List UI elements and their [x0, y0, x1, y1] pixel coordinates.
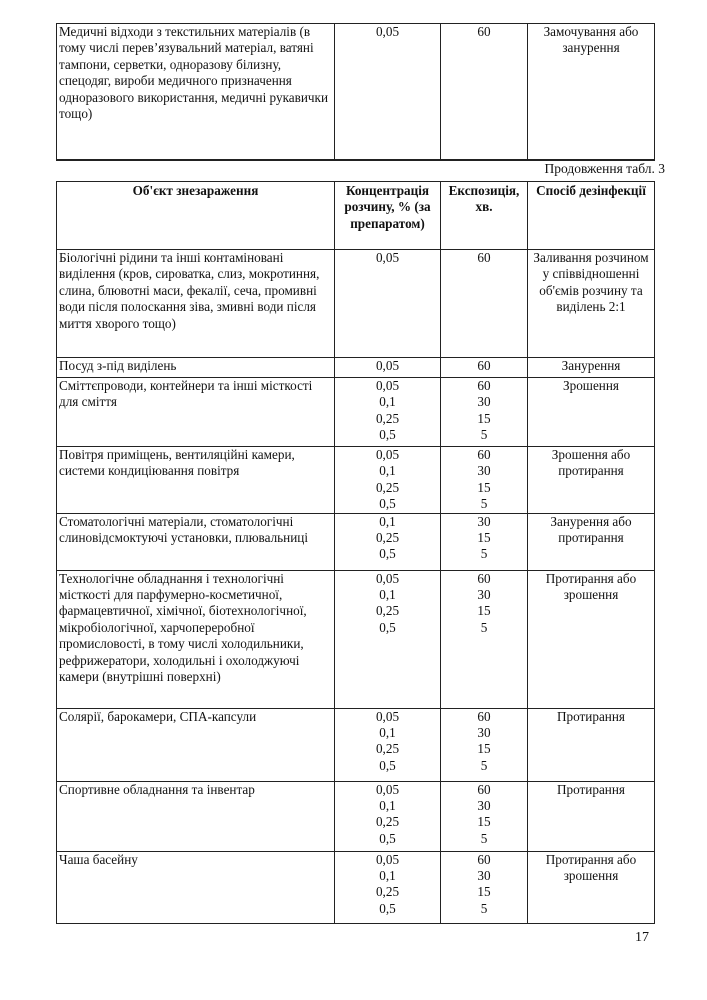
cell-object: Солярії, барокамери, СПА-капсули	[57, 708, 335, 781]
cell-method: Зрошення або протирання	[528, 447, 655, 514]
table-row	[57, 250, 655, 358]
concentration-value: 0,1	[379, 513, 396, 529]
cell-object: Біологічні рідини та інші контаміновані виділення (кров, сироватка, слиз, мокротиння, слина, блювотні маси, фекалії, сеча, промивні води після полоскання зіва, змивні води після миття хворого тощо)	[57, 250, 335, 358]
cell-method: Заливання розчином у співвідношенні об'ємів розчину та виділень 2:1	[528, 250, 655, 358]
exposure-value: 5	[480, 757, 488, 773]
cell-method: Занурення або протирання	[528, 513, 655, 570]
concentration-value: 0,25	[375, 410, 400, 426]
cell-object: Чаша басейну	[57, 851, 335, 923]
continuation-label: Продовження табл. 3	[544, 161, 665, 176]
exposure-value: 30	[477, 797, 491, 813]
header-method: Спосіб дезінфекції	[528, 182, 655, 250]
cell-method: Протирання	[528, 781, 655, 851]
table-row	[57, 708, 655, 781]
cell-concentration	[335, 781, 441, 851]
concentration-value: 0,25	[375, 603, 400, 619]
cell-concentration	[335, 851, 441, 923]
concentration-value: 0,1	[379, 867, 396, 883]
cell-concentration	[335, 24, 441, 160]
cell-method: Зрошення	[528, 378, 655, 447]
header-exposure: Експозиція, хв.	[441, 182, 528, 250]
concentration-value: 0,25	[375, 884, 400, 900]
exposure-value: 5	[480, 619, 488, 635]
cell-exposure	[441, 851, 528, 923]
cell-object: Сміттєпроводи, контейнери та інші місткості для сміття	[57, 378, 335, 447]
exposure-value: 15	[477, 814, 491, 830]
cell-method: Замочування або занурення	[528, 24, 655, 160]
cell-concentration	[335, 570, 441, 708]
concentration-value: 0,1	[379, 394, 396, 410]
page-number: 17	[635, 930, 649, 945]
table-row	[57, 781, 655, 851]
concentration-value: 0,05	[375, 570, 400, 586]
table-row	[57, 447, 655, 514]
cell-concentration	[335, 708, 441, 781]
cell-object: Посуд з-під виділень	[57, 358, 335, 378]
concentration-value: 0,5	[379, 830, 396, 846]
cell-concentration	[335, 447, 441, 514]
table-header-row	[57, 182, 655, 250]
cell-concentration	[335, 358, 441, 378]
concentration-value: 0,05	[375, 24, 400, 39]
concentration-value: 0,1	[379, 586, 396, 602]
table-row	[57, 513, 655, 570]
concentration-value: 0,05	[375, 358, 400, 373]
concentration-value: 0,25	[375, 479, 400, 495]
exposure-value: 30	[477, 394, 491, 410]
table-row	[57, 358, 655, 378]
exposure-value: 15	[477, 884, 491, 900]
exposure-value: 60	[477, 708, 491, 724]
table-row	[57, 24, 655, 160]
concentration-value: 0,25	[375, 529, 400, 545]
concentration-value: 0,5	[379, 427, 396, 443]
concentration-value: 0,25	[375, 814, 400, 830]
exposure-value: 60	[477, 781, 491, 797]
cell-object: Стоматологічні матеріали, стоматологічні слиновідсмоктуючі установки, плювальниці	[57, 513, 335, 570]
concentration-value: 0,5	[379, 619, 396, 635]
exposure-value: 5	[480, 427, 488, 443]
concentration-value: 0,5	[379, 757, 396, 773]
concentration-value: 0,25	[375, 741, 400, 757]
cell-method: Занурення	[528, 358, 655, 378]
exposure-value: 60	[477, 447, 491, 462]
cell-exposure	[441, 781, 528, 851]
concentration-value: 0,1	[379, 724, 396, 740]
header-object: Об'єкт знезараження	[57, 182, 335, 250]
disinfection-table	[56, 181, 655, 924]
concentration-value: 0,05	[375, 250, 400, 265]
exposure-value: 15	[477, 479, 491, 495]
cell-exposure	[441, 570, 528, 708]
header-concentration: Концентрація розчину, % (за препаратом)	[335, 182, 441, 250]
exposure-value: 60	[477, 358, 491, 373]
cell-exposure	[441, 24, 528, 160]
exposure-value: 5	[480, 830, 488, 846]
table-row	[57, 851, 655, 923]
cell-method: Протирання або зрошення	[528, 570, 655, 708]
concentration-value: 0,05	[375, 781, 400, 797]
cell-exposure	[441, 513, 528, 570]
exposure-value: 30	[477, 513, 491, 529]
cell-exposure	[441, 378, 528, 447]
exposure-value: 60	[477, 378, 491, 393]
table-row	[57, 378, 655, 447]
concentration-value: 0,05	[375, 851, 400, 867]
concentration-value: 0,5	[379, 900, 396, 916]
cell-object: Повітря приміщень, вентиляційні камери, системи кондиціювання повітря	[57, 447, 335, 514]
cell-object: Медичні відходи з текстильних матеріалів (в тому числі перев’язувальний матеріал, ватяні тампони, серветки, одноразову білизну, спецодяг, вироби медичного призначення одноразового використання, медичні рукавички тощо)	[57, 24, 335, 160]
cell-exposure	[441, 708, 528, 781]
cell-concentration	[335, 378, 441, 447]
table-row	[57, 570, 655, 708]
exposure-value: 5	[480, 546, 488, 562]
exposure-value: 15	[477, 741, 491, 757]
exposure-value: 60	[477, 24, 491, 39]
exposure-value: 30	[477, 867, 491, 883]
exposure-value: 60	[477, 250, 491, 265]
cell-object: Спортивне обладнання та інвентар	[57, 781, 335, 851]
exposure-value: 5	[480, 496, 488, 512]
exposure-value: 60	[477, 570, 491, 586]
table-previous-part	[56, 23, 655, 161]
cell-object: Технологічне обладнання і технологічні місткості для парфумерно-косметичної, фармацевтичної, хімічної, біотехнологічної, мікробіологічної, харчопереробної промисловості, в тому числі холодильники, рефрижератори, холодильні і охолоджуючі камери (внутрішні поверхні)	[57, 570, 335, 708]
cell-concentration	[335, 513, 441, 570]
concentration-value: 0,5	[379, 546, 396, 562]
exposure-value: 30	[477, 724, 491, 740]
exposure-value: 5	[480, 900, 488, 916]
exposure-value: 30	[477, 463, 491, 479]
concentration-value: 0,05	[375, 447, 400, 462]
concentration-value: 0,05	[375, 708, 400, 724]
exposure-value: 15	[477, 529, 491, 545]
cell-exposure	[441, 447, 528, 514]
cell-method: Протирання або зрошення	[528, 851, 655, 923]
concentration-value: 0,5	[379, 496, 396, 512]
cell-method: Протирання	[528, 708, 655, 781]
concentration-value: 0,1	[379, 797, 396, 813]
exposure-value: 60	[477, 851, 491, 867]
concentration-value: 0,1	[379, 463, 396, 479]
cell-exposure	[441, 250, 528, 358]
exposure-value: 30	[477, 586, 491, 602]
exposure-value: 15	[477, 410, 491, 426]
cell-exposure	[441, 358, 528, 378]
exposure-value: 15	[477, 603, 491, 619]
concentration-value: 0,05	[375, 378, 400, 393]
cell-concentration	[335, 250, 441, 358]
